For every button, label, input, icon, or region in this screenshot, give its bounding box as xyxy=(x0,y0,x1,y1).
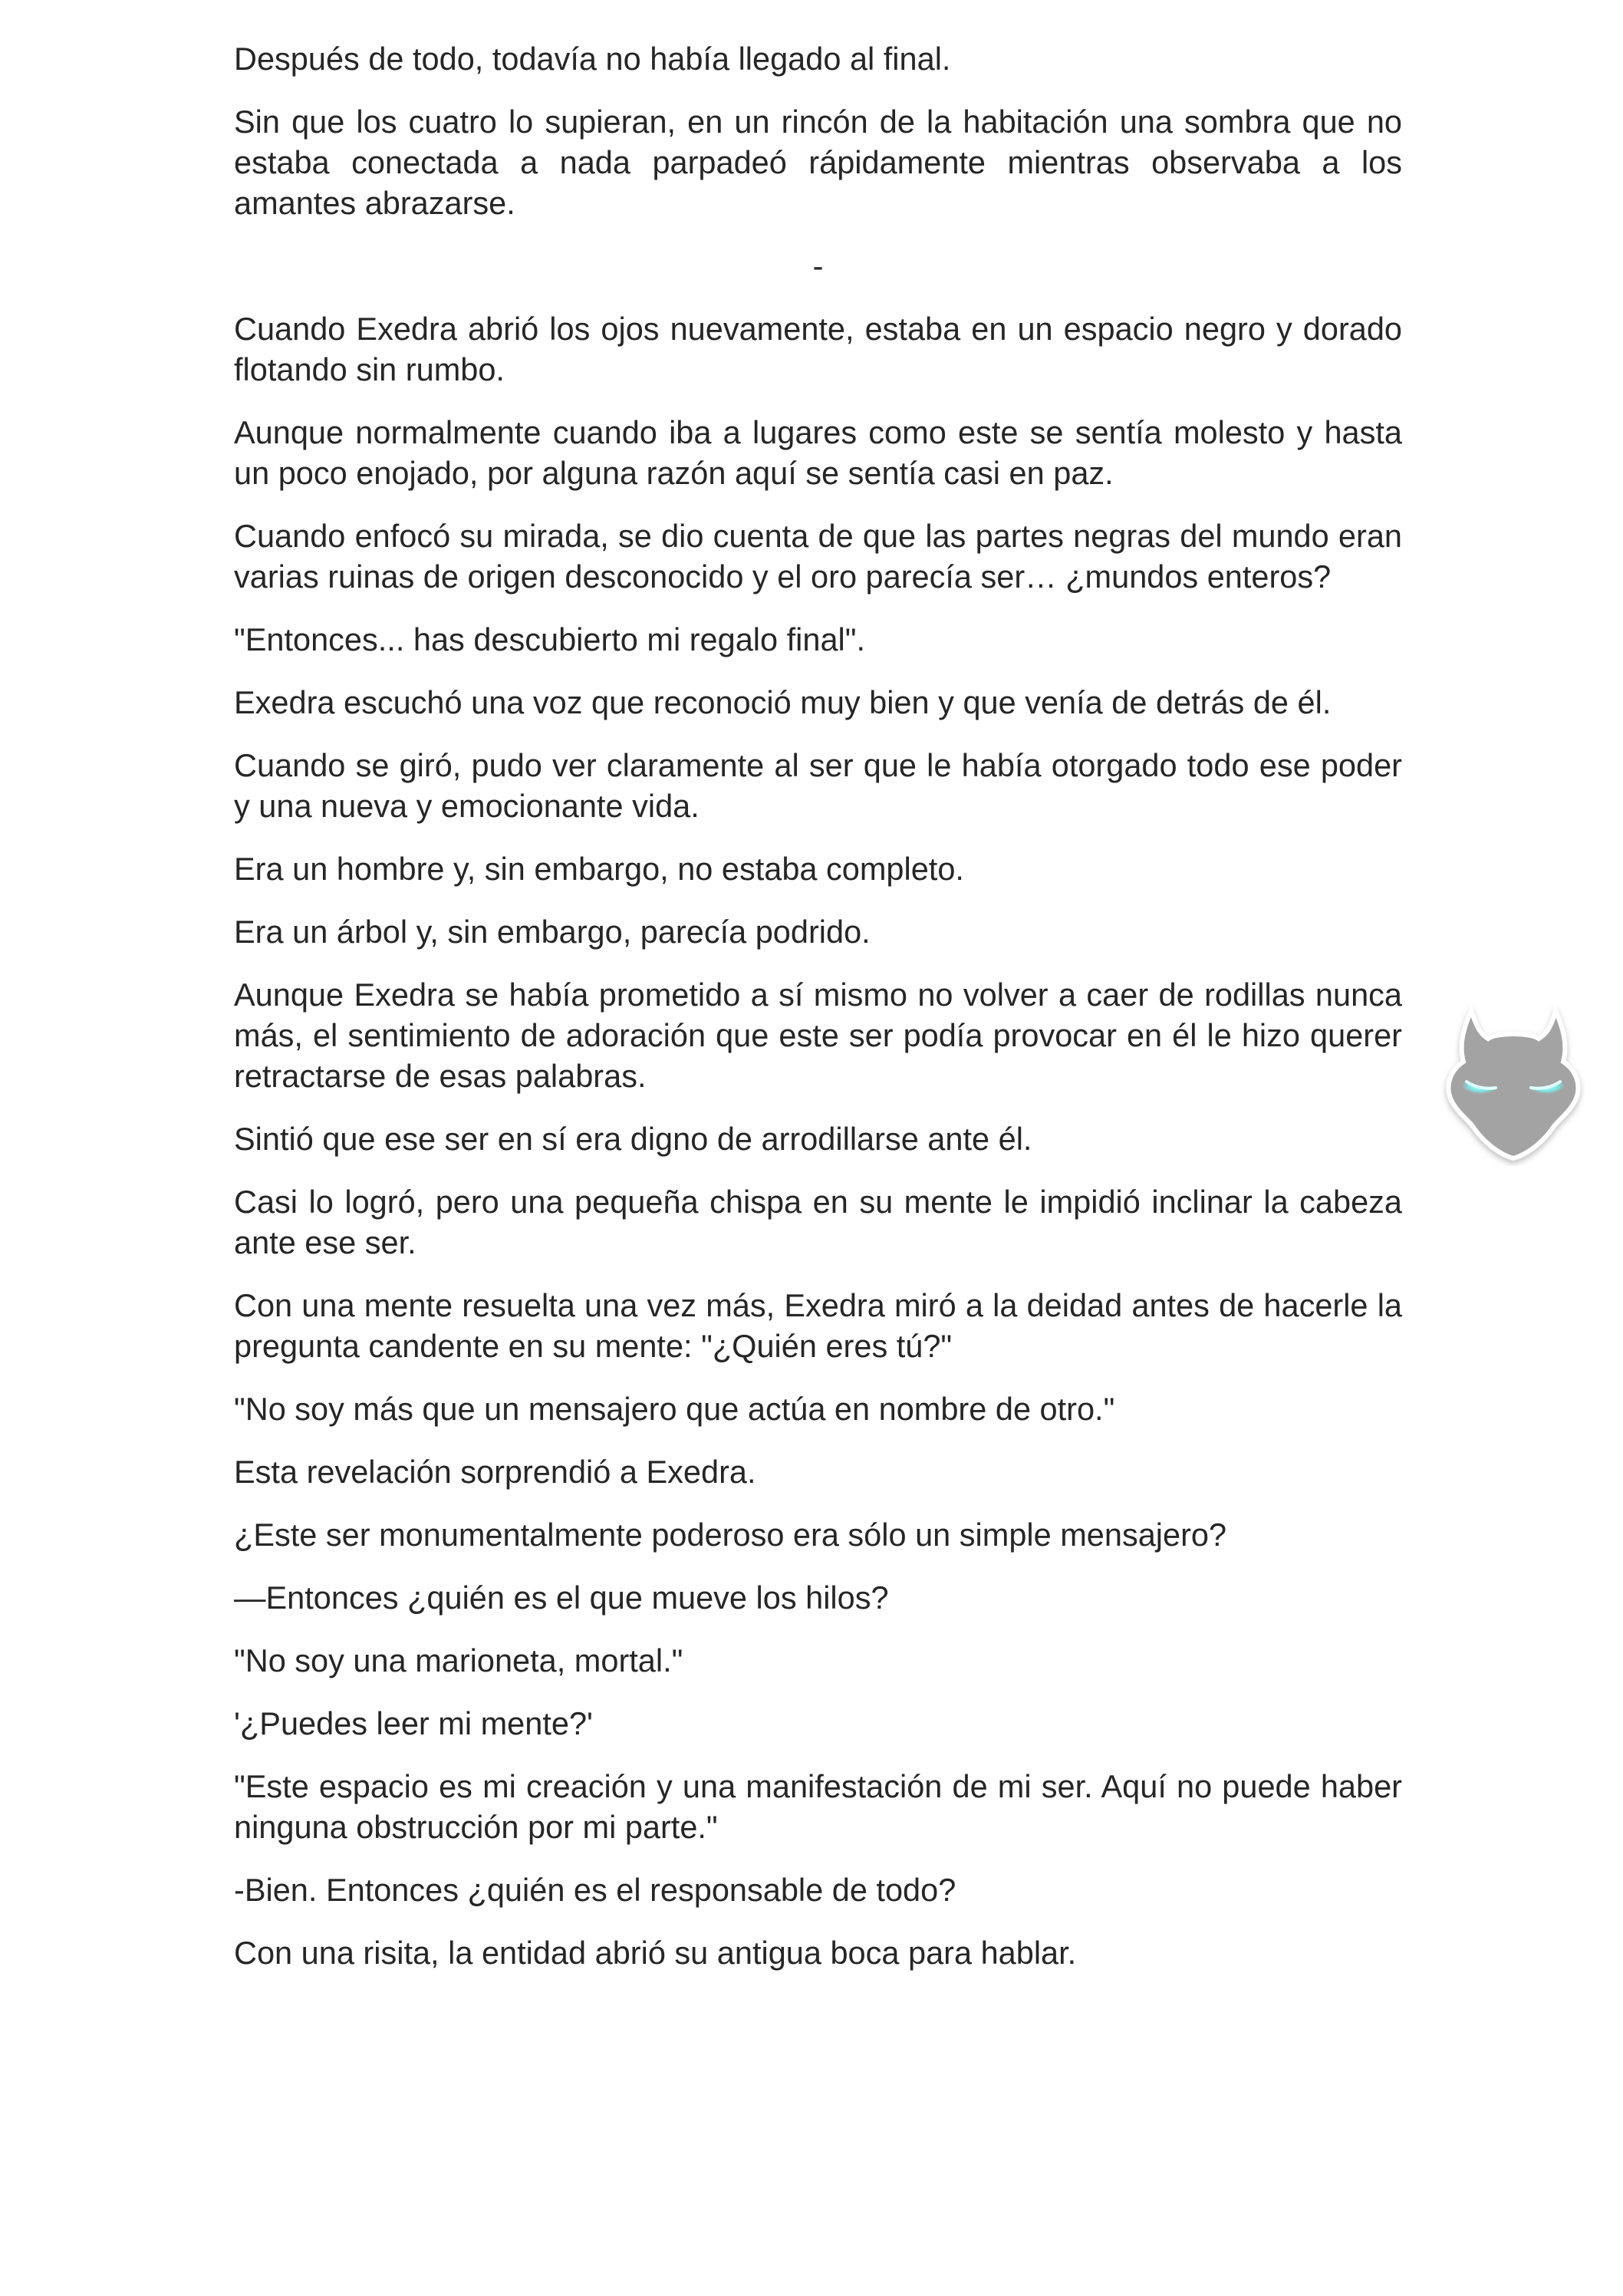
paragraph-9: Era un hombre y, sin embargo, no estaba completo. xyxy=(234,851,964,887)
paragraph-20: '¿Puedes leer mi mente?' xyxy=(234,1705,593,1741)
paragraph-17: ¿Este ser monumentalmente poderoso era sólo un simple mensajero? xyxy=(234,1517,1227,1553)
paragraph-13: Casi lo logró, pero una pequeña chispa en su mente le impidió inclinar la cabeza ante ese ser. xyxy=(234,1184,1402,1260)
paragraph-16: Esta revelación sorprendió a Exedra. xyxy=(234,1454,756,1490)
document-body xyxy=(234,38,1402,1995)
paragraph-21: "Este espacio es mi creación y una manifestación de mi ser. Aquí no puede haber ninguna obstrucción por mi parte." xyxy=(234,1768,1402,1845)
paragraph-6: "Entonces... has descubierto mi regalo final". xyxy=(234,621,866,657)
paragraph-18: —Entonces ¿quién es el que mueve los hilos? xyxy=(234,1580,889,1616)
paragraph-12: Sintió que ese ser en sí era digno de arrodillarse ante él. xyxy=(234,1121,1032,1157)
paragraph-8: Cuando se giró, pudo ver claramente al ser que le había otorgado todo ese poder y una nueva y emocionante vida. xyxy=(234,747,1402,824)
section-separator: - xyxy=(812,248,824,284)
paragraph-14: Con una mente resuelta una vez más, Exedra miró a la deidad antes de hacerle la pregunta candente en su mente: "¿Quién eres tú?" xyxy=(234,1287,1402,1364)
paragraph-2: Sin que los cuatro lo supieran, en un rincón de la habitación una sombra que no estaba conectada a nada parpadeó rápidamente mientras observaba a los amantes abrazarse. xyxy=(234,104,1402,221)
paragraph-19: "No soy una marioneta, mortal." xyxy=(234,1642,683,1678)
paragraph-7: Exedra escuchó una voz que reconoció muy bien y que venía de detrás de él. xyxy=(234,684,1332,720)
demon-head-icon xyxy=(1440,997,1586,1166)
paragraph-1: Después de todo, todavía no había llegado al final. xyxy=(234,41,951,77)
paragraph-4: Aunque normalmente cuando iba a lugares como este se sentía molesto y hasta un poco enojado, por alguna razón aquí se sentía casi en paz. xyxy=(234,414,1402,491)
paragraph-15: "No soy más que un mensajero que actúa en nombre de otro." xyxy=(234,1391,1115,1427)
paragraph-10: Era un árbol y, sin embargo, parecía podrido. xyxy=(234,914,871,950)
paragraph-11: Aunque Exedra se había prometido a sí mismo no volver a caer de rodillas nunca más, el sentimiento de adoración que este ser podía provocar en él le hizo querer retractarse de esas palabras. xyxy=(234,977,1402,1094)
paragraph-3: Cuando Exedra abrió los ojos nuevamente, estaba en un espacio negro y dorado flotando sin rumbo. xyxy=(234,311,1402,387)
paragraph-23: Con una risita, la entidad abrió su antigua boca para hablar. xyxy=(234,1935,1077,1971)
paragraph-22: -Bien. Entonces ¿quién es el responsable de todo? xyxy=(234,1872,956,1908)
paragraph-5: Cuando enfocó su mirada, se dio cuenta de que las partes negras del mundo eran varias ruinas de origen desconocido y el oro parecía ser… ¿mundos enteros? xyxy=(234,518,1402,595)
